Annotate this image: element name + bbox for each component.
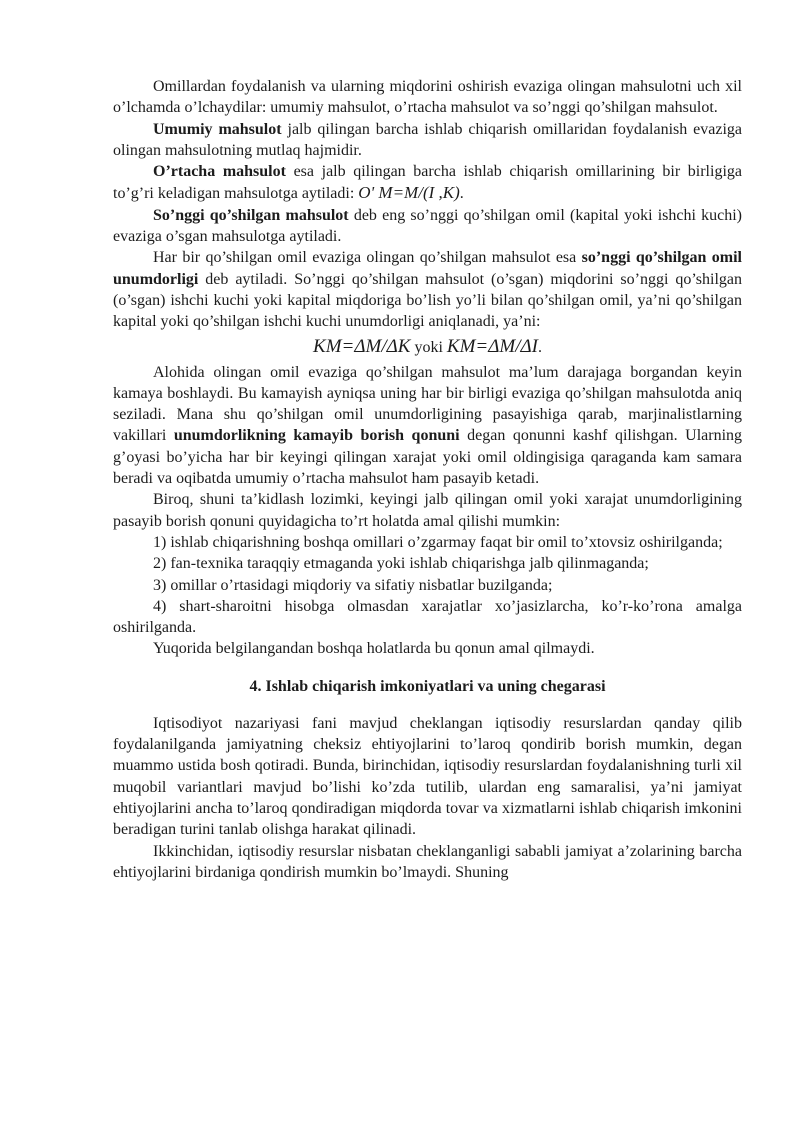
paragraph-limited-resources: Ikkinchidan, iqtisodiy resurslar nisbatan cheklanganligi sababli jamiyat a’zolarining barcha ehtiyojlarini birdaniga qondirish mumkin bo’lmaydi. Shuning [113,842,742,881]
term-total-product: Umumiy mahsulot [153,120,282,138]
list-item: 4) shart-sharoitni hisobga olmasdan xarajatlar xo’jasizlarcha, ko’r-ko’rona amalga oshirilganda. [113,597,742,637]
list-item: 3) omillar o’rtasidagi miqdoriy va sifatiy nisbatlar buzilganda; [153,576,553,594]
marginal-product-definition: deb eng so’nggi qo’shilgan omil (kapital yoki ishchi kuchi) evaziga o’sgan mahsulotga aytiladi. [113,206,743,246]
term-marginal-productivity: so’nggi qo’shilgan omil unumdorligi [113,249,742,288]
average-product-formula: O' M=M/(I ,K) [358,183,460,203]
paragraph-marginal-product [113,205,742,248]
paragraph-conditions-intro: Biroq, shuni ta’kidlash lozimki, keyingi jalb qilingan omil yoki xarajat unumdorligining pasayib borish qonuni quyidagicha to’rt holatda amal qilishi mumkin: [113,491,742,530]
formula-end: . [537,338,542,356]
diminishing-returns-text: degan qonunni kashf qilishgan. Ularning g’oyasi bo’yicha har bir keyingi qilingan xarajat yoki omil oldingisiga qaraganda kam samara beradi va oqibatda umumiy o’rtacha mahsulot ham pasayib ketadi. [113,427,743,488]
paragraph-factor-measures: Omillardan foydalanish va ularning miqdorini oshirish evaziga olingan mahsulotni uch xil o’lchamda o’lchaydilar: umumiy mahsulot, o’rtacha mahsulot va so’nggi qo’shilgan mahsulot. [113,78,742,117]
list-item: 1) ishlab chiqarishning boshqa omillari o’zgarmay faqat bir omil to’xtovsiz oshirilganda; [153,533,723,551]
total-product-definition: jalb qilingan barcha ishlab chiqarish omillaridan foydalanish evaziga olingan mahsulotning mutlaq hajmidir. [113,120,743,159]
marginal-productivity-text: deb aytiladi. So’nggi qo’shilgan mahsulot (o’sgan) miqdorini so’nggi qo’shilgan (o’sgan) ishchi kuchi yoki kapital miqdoriga bo’lish yo’li bilan qo’shilgan omil, ya’ni qo’shilgan kapital yoki qo’shilgan ishchi kuchi unumdorligi aniqlanadi, ya’ni: [113,270,742,331]
paragraph-marginal-productivity [113,247,742,332]
document-page [113,76,742,883]
section-heading: 4. Ishlab chiqarish imkoniyatlari va uning chegarasi [249,677,606,695]
paragraph-diminishing-returns [113,362,742,490]
formula-line [113,335,742,360]
paragraph-total-product [113,119,742,162]
term-diminishing-returns-law: unumdorlikning kamayib borish qonuni [173,427,460,445]
average-product-end: . [459,185,464,203]
list-item: 2) fan-texnika taraqqiy etmaganda yoki ishlab chiqarishga jalb qilinmaganda; [153,555,649,573]
formula-km-labor: KM=ΔM/ΔI [446,335,538,357]
paragraph-conditions-end: Yuqorida belgilangandan boshqa holatlarda bu qonun amal qilmaydi. [153,640,595,658]
paragraph-economics-problem: Iqtisodiyot nazariyasi fani mavjud cheklangan iqtisodiy resurslardan qanday qilib foydalanilganda jamiyatning cheksiz ehtiyojlarini to’laroq qondirib borish mumkin, degan muammo ustida bosh qotiradi. Bunda, birinchidan, iqtisodiy resurslardan foydalanishning turli xil muqobil variantlari mavjud bo’lishi ko’zda tutilib, ulardan eng samaralisi, ya’ni jamiyat ehtiyojlarini ancha to’laroq qondiradigan miqdorda tovar va xizmatlarni ishlab chiqarish imkonini beradigan turini tanlab olishga harakat qilinadi. [113,714,742,839]
marginal-productivity-intro: Har bir qo’shilgan omil evaziga olingan qo’shilgan mahsulot esa [153,249,582,267]
formula-or-word: yoki [410,338,447,356]
paragraph-average-product [113,161,742,205]
diminishing-returns-intro: Alohida olingan omil evaziga qo’shilgan mahsulot ma’lum darajaga borgandan keyin kamaya boshlaydi. Bu kamayish ayniqsa uning har bir birligi evaziga qo’shilgan mahsulotda aniq seziladi. Mana shu qo’shilgan omil unumdorligining pasayishiga qarab, marjinalistlarning vakillari [113,363,742,445]
term-average-product: O’rtacha mahsulot [153,163,286,181]
formula-km-capital: KM=ΔM/ΔK [313,335,411,357]
term-marginal-product: So’nggi qo’shilgan mahsulot [153,206,349,224]
average-product-definition: esa jalb qilingan barcha ishlab chiqarish omillarining bir birligiga to’g’ri keladigan mahsulotga aytiladi: [113,163,742,203]
